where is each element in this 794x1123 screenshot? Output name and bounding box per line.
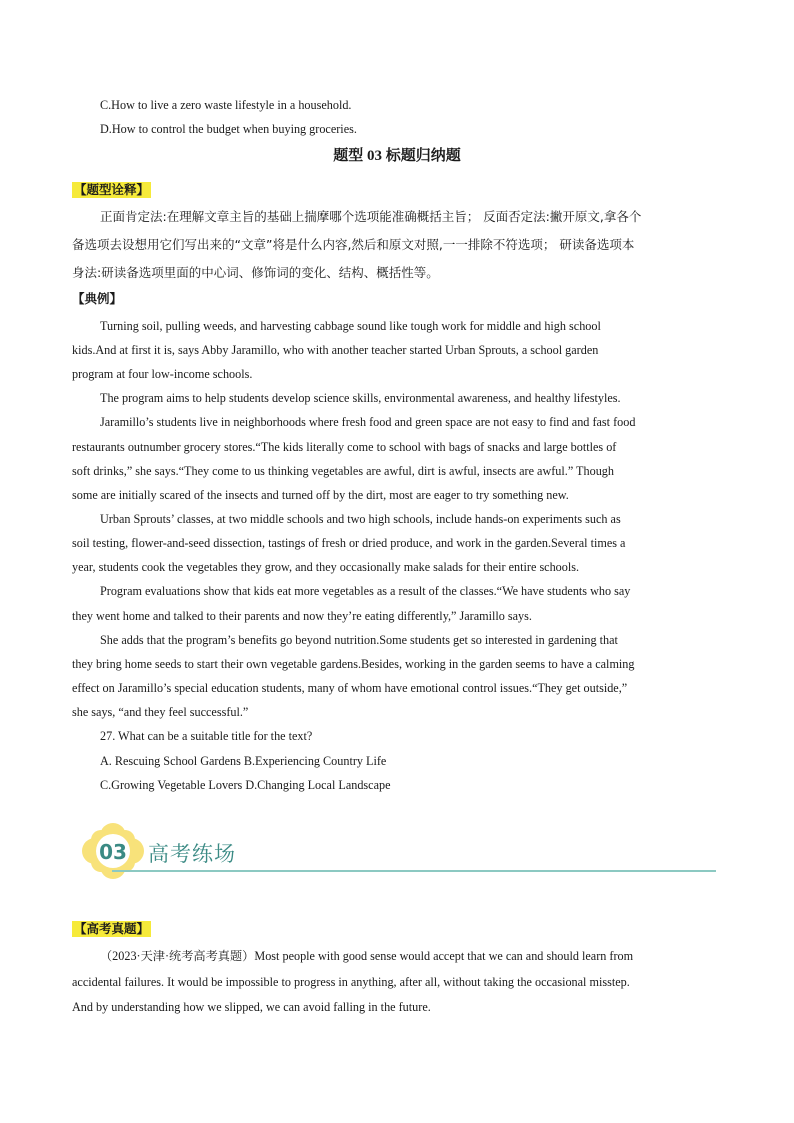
- example-line: Jaramillo’s students live in neighborhoods where fresh food and green space are not easy to find and fast food: [100, 415, 636, 429]
- section-title: 高考练场: [148, 842, 236, 866]
- example-line: she says, “and they feel successful.”: [72, 705, 249, 719]
- example-line: Program evaluations show that kids eat more vegetables as a result of the classes.“We have students who say: [100, 584, 631, 598]
- explain-tag: 【题型诠释】: [74, 183, 150, 197]
- exam-line: And by understanding how we slipped, we can avoid falling in the future.: [72, 1000, 431, 1014]
- question-stem: 27. What can be a suitable title for the text?: [100, 729, 313, 743]
- section-divider: [112, 870, 716, 872]
- example-line: program at four low-income schools.: [72, 367, 253, 381]
- question-options-cd: C.Growing Vegetable Lovers D.Changing Local Landscape: [100, 778, 391, 792]
- explain-line-3: 身法:研读备选项里面的中心词、修饰词的变化、结构、概括性等。: [72, 265, 439, 280]
- example-line: The program aims to help students develop science skills, environmental awareness, and healthy lifestyles.: [100, 391, 621, 405]
- example-line: soil testing, flower-and-seed dissection, tastings of fresh or dried produce, and work in the garden.Several times a: [72, 536, 626, 550]
- section-number: 03: [99, 840, 127, 864]
- example-line: they bring home seeds to start their own vegetable gardens.Besides, working in the garden seems to have a calming: [72, 657, 635, 671]
- example-line: they went home and talked to their parents and now they’re eating differently,” Jaramillo says.: [72, 609, 532, 623]
- question-options-ab: A. Rescuing School Gardens B.Experiencing Country Life: [100, 754, 387, 768]
- explain-line-2: 备选项去设想用它们写出来的“文章”将是什么内容,然后和原文对照,一一排除不符选项； 研读备选项本: [72, 237, 635, 252]
- exam-line: accidental failures. It would be impossible to progress in anything, after all, without taking the occasional misstep.: [72, 975, 630, 989]
- exam-tag: 【高考真题】: [74, 922, 150, 936]
- example-tag: 【典例】: [72, 291, 123, 306]
- example-line: some are initially scared of the insects and turned off by the dirt, most are eager to try something new.: [72, 488, 569, 502]
- example-line: restaurants outnumber grocery stores.“The kids literally come to school with bags of snacks and large bottles of: [72, 440, 617, 454]
- example-line: Turning soil, pulling weeds, and harvesting cabbage sound like tough work for middle and high school: [100, 319, 601, 333]
- option-c: C.How to live a zero waste lifestyle in a household.: [100, 98, 352, 112]
- explain-line-1: 正面肯定法:在理解文章主旨的基础上揣摩哪个选项能准确概括主旨； 反面否定法:撇开原文,拿各个: [100, 209, 642, 224]
- example-line: kids.And at first it is, says Abby Jaramillo, who with another teacher started Urban Sprouts, a school garden: [72, 343, 599, 357]
- example-line: soft drinks,” she says.“They come to us thinking vegetables are awful, dirt is awful, insects are awful.” Though: [72, 464, 614, 478]
- option-d: D.How to control the budget when buying groceries.: [100, 122, 357, 136]
- section-heading: 题型 03 标题归纳题: [333, 148, 461, 164]
- example-line: She adds that the program’s benefits go beyond nutrition.Some students get so interested in gardening that: [100, 633, 618, 647]
- example-line: Urban Sprouts’ classes, at two middle schools and two high schools, include hands-on experiments such as: [100, 512, 621, 526]
- example-line: year, students cook the vegetables they grow, and they occasionally make salads for their entire schools.: [72, 560, 580, 574]
- example-line: effect on Jaramillo’s special education students, many of whom have emotional control issues.“They get outside,”: [72, 681, 628, 695]
- exam-line: （2023·天津·统考高考真题）Most people with good sense would accept that we can and should learn from: [100, 949, 634, 963]
